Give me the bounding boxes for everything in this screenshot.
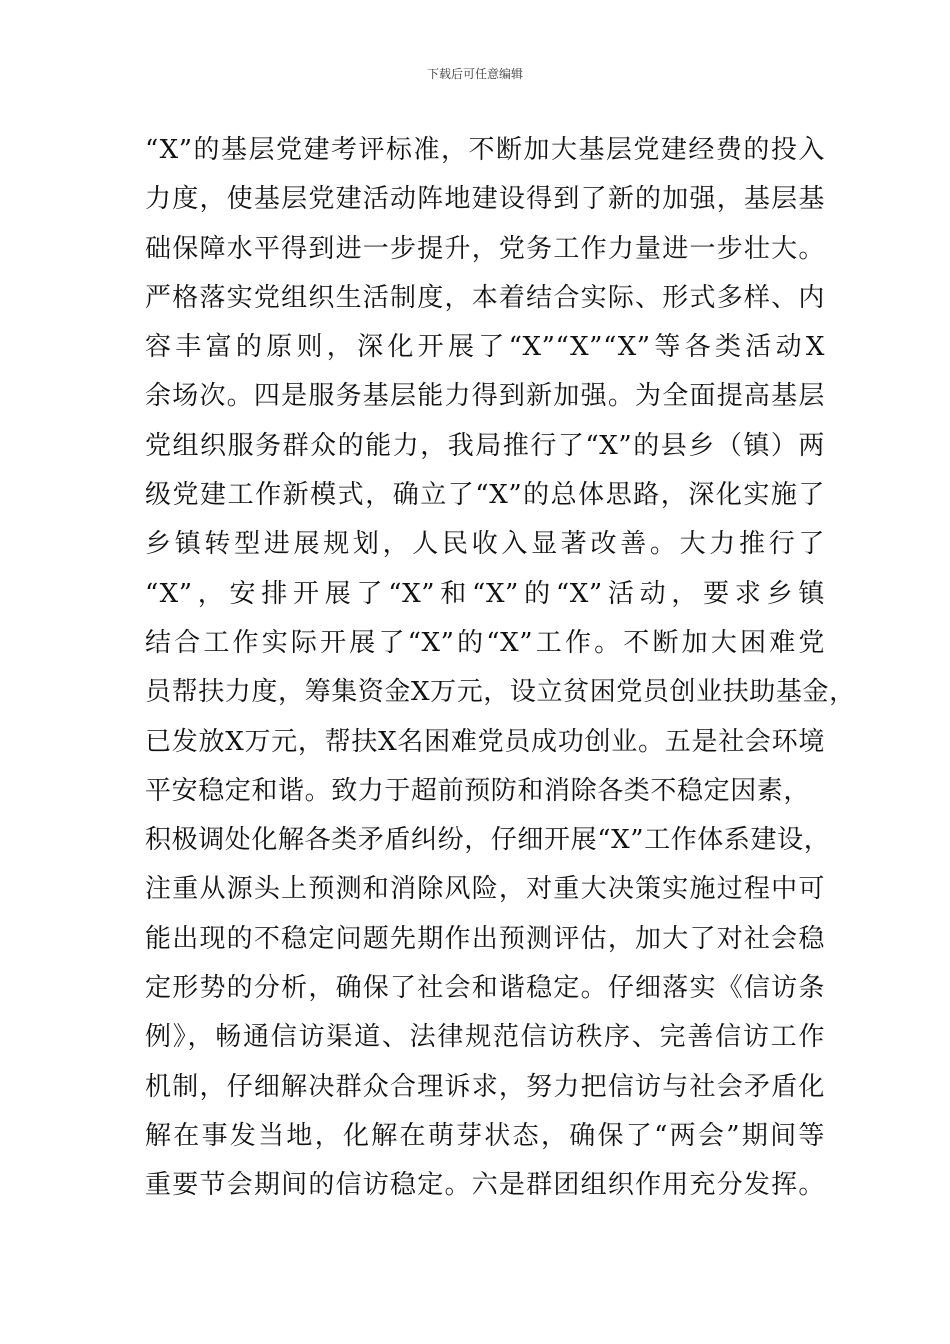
text-line: 平安稳定和谐。致力于超前预防和消除各类不稳定因素， xyxy=(145,775,811,806)
text-line: 注重从源头上预测和消除风险，对重大决策实施过程中可 xyxy=(145,874,825,905)
text-line: “X”，安排开展了“X”和“X”的“X”活动，要求乡镇 xyxy=(145,578,825,609)
text-line: 机制，仔细解决群众合理诉求，努力把信访与社会矛盾化 xyxy=(145,1071,825,1102)
text-line: 积极调处化解各类矛盾纠纷，仔细开展“X”工作体系建设， xyxy=(145,825,831,856)
text-line: 础保障水平得到进一步提升，党务工作力量进一步壮大。 xyxy=(145,233,825,264)
text-line: 已发放X万元，帮扶X名困难党员成功创业。五是社会环境 xyxy=(145,726,825,757)
body-text xyxy=(145,126,856,1211)
text-line: 余场次。四是服务基层能力得到新加强。为全面提高基层 xyxy=(145,381,825,412)
text-line: 级党建工作新模式，确立了“X”的总体思路，深化实施了 xyxy=(145,480,825,511)
text-line: 员帮扶力度，筹集资金X万元，设立贫困党员创业扶助基金， xyxy=(145,677,856,708)
text-line: 重要节会期间的信访稳定。六是群团组织作用充分发挥。 xyxy=(145,1170,825,1201)
text-line: 例》，畅通信访渠道、法律规范信访秩序、完善信访工作 xyxy=(145,1022,825,1053)
text-line: 结合工作实际开展了“X”的“X”工作。不断加大困难党 xyxy=(145,627,825,658)
page-header: 下载后可任意编辑 xyxy=(426,67,523,81)
text-line: 力度，使基层党建活动阵地建设得到了新的加强，基层基 xyxy=(145,184,825,215)
text-line: 乡镇转型进展规划，人民收入显著改善。大力推行了 xyxy=(145,529,825,560)
text-line: 严格落实党组织生活制度，本着结合实际、形式多样、内 xyxy=(145,282,825,313)
text-line: 容丰富的原则，深化开展了“X”“X”“X”等各类活动X xyxy=(145,332,825,363)
text-line: 定形势的分析，确保了社会和谐稳定。仔细落实《信访条 xyxy=(145,973,825,1004)
text-line: “X”的基层党建考评标准，不断加大基层党建经费的投入 xyxy=(145,135,825,165)
text-line: 能出现的不稳定问题先期作出预测评估，加大了对社会稳 xyxy=(145,923,825,954)
text-line: 党组织服务群众的能力，我局推行了“X”的县乡（镇）两 xyxy=(145,430,825,461)
text-line: 解在事发当地，化解在萌芽状态，确保了“两会”期间等 xyxy=(145,1120,825,1151)
